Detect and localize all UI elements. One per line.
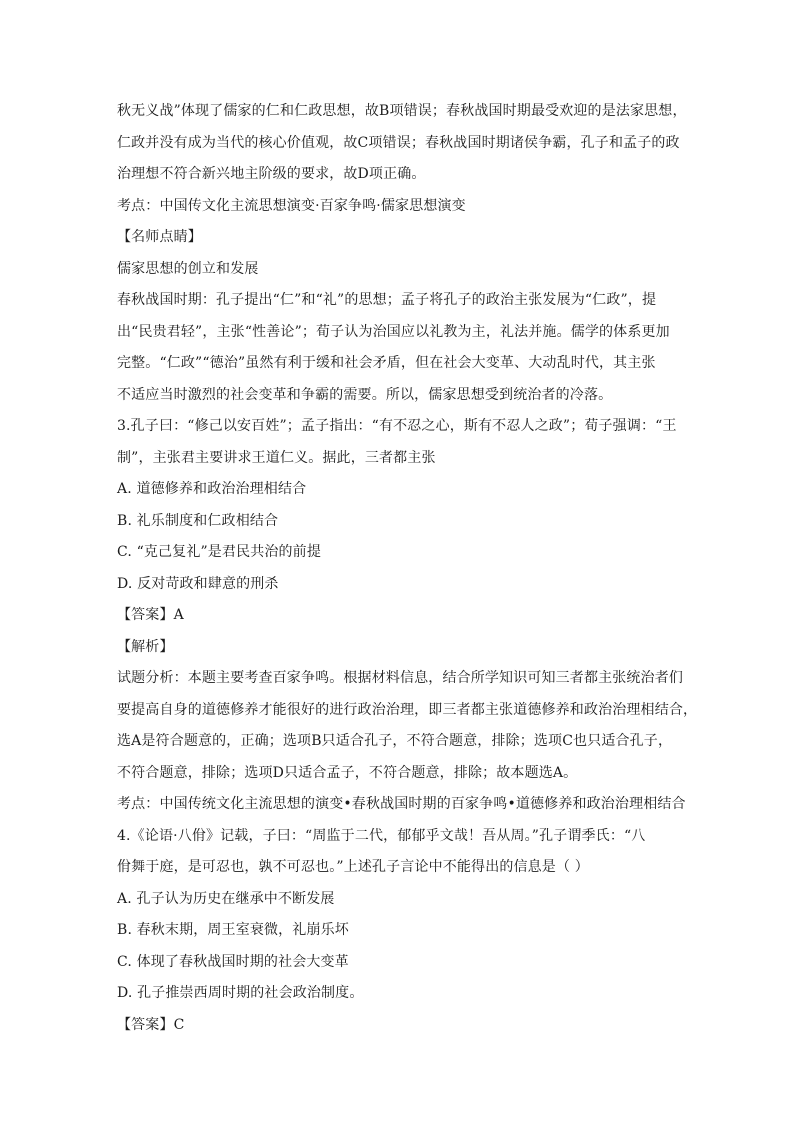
option-b: B. 礼乐制度和仁政相结合 [117,512,279,529]
key-point-line: 考点：中国传文化主流思想演变·百家争鸣·儒家思想演变 [117,197,466,214]
text-line: 完整。“仁政”“德治”虽然有利于缓和社会矛盾，但在社会大变革、大动乱时代，其主张 [117,355,656,371]
text-line: 出“民贵君轻”，主张“性善论”；荀子认为治国应以礼教为主，礼法并施。儒学的体系更加 [117,323,670,340]
question-stem: 4.《论语·八佾》记载，子曰：“周监于二代，郁郁乎文哉！吾从周。”孔子谓季氏：“八 [117,827,646,844]
answer-label: 【答案】A [117,607,184,623]
option-c: C. “克己复礼”是君民共治的前提 [117,544,321,560]
text-line: 春秋战国时期：孔子提出“仁”和“礼”的思想；孟子将孔子的政治主张发展为“仁政”，提 [117,292,657,308]
option-d: D. 反对苛政和肆意的刑杀 [117,575,279,592]
subheading: 儒家思想的创立和发展 [117,260,259,277]
text-line: 仁政并没有成为当代的核心价值观，故C项错误；春秋战国时期诸侯争霸，孔子和孟子的政 [117,134,680,151]
option-b: B. 春秋末期，周王室衰微，礼崩乐坏 [117,922,349,938]
text-line: 选A是符合题意的，正确；选项B只适合孔子，不符合题意，排除；选项C也只适合孔子， [117,733,673,749]
answer-label: 【答案】C [117,1016,185,1033]
text-line: 治理想不符合新兴地主阶级的要求，故D项正确。 [117,166,426,182]
text-line: 试题分析：本题主要考查百家争鸣。根据材料信息，结合所学知识可知三者都主张统治者们 [117,670,683,686]
document-body [117,101,698,1046]
question-stem: 佾舞于庭，是可忍也，孰不可忍也。”上述孔子言论中不能得出的信息是（ ） [117,859,589,875]
text-line: 不符合题意，排除；选项D只适合孟子，不符合题意，排除；故本题选A。 [117,764,578,781]
question-stem: 制”，主张君主要讲求王道仁义。据此，三者都主张 [117,449,436,466]
key-point-line: 考点：中国传统文化主流思想的演变•春秋战国时期的百家争鸣•道德修养和政治治理相结合 [117,796,686,812]
analysis-heading: 【解析】 [117,638,174,655]
text-line: 秋无义战”体现了儒家的仁和仁政思想，故B项错误；春秋战国时期最受欢迎的是法家思想， [117,103,687,119]
question-stem: 3.孔子曰：“修己以安百姓”；孟子指出：“有不忍之心，斯有不忍人之政”；荀子强调：“王 [117,418,677,434]
option-a: A. 孔子认为历史在继承中不断发展 [117,890,335,907]
text-line: 不适应当时激烈的社会变革和争霸的需要。所以，儒家思想受到统治者的冷落。 [117,386,613,403]
option-c: C. 体现了春秋战国时期的社会大变革 [117,953,349,970]
option-d: D. 孔子推崇西周时期的社会政治制度。 [117,985,364,1001]
section-heading: 【名师点睛】 [117,229,202,245]
text-line: 要提高自身的道德修养才能很好的进行政治治理，即三者都主张道德修养和政治治理相结合， [117,701,698,718]
option-a: A. 道德修养和政治治理相结合 [117,481,307,497]
